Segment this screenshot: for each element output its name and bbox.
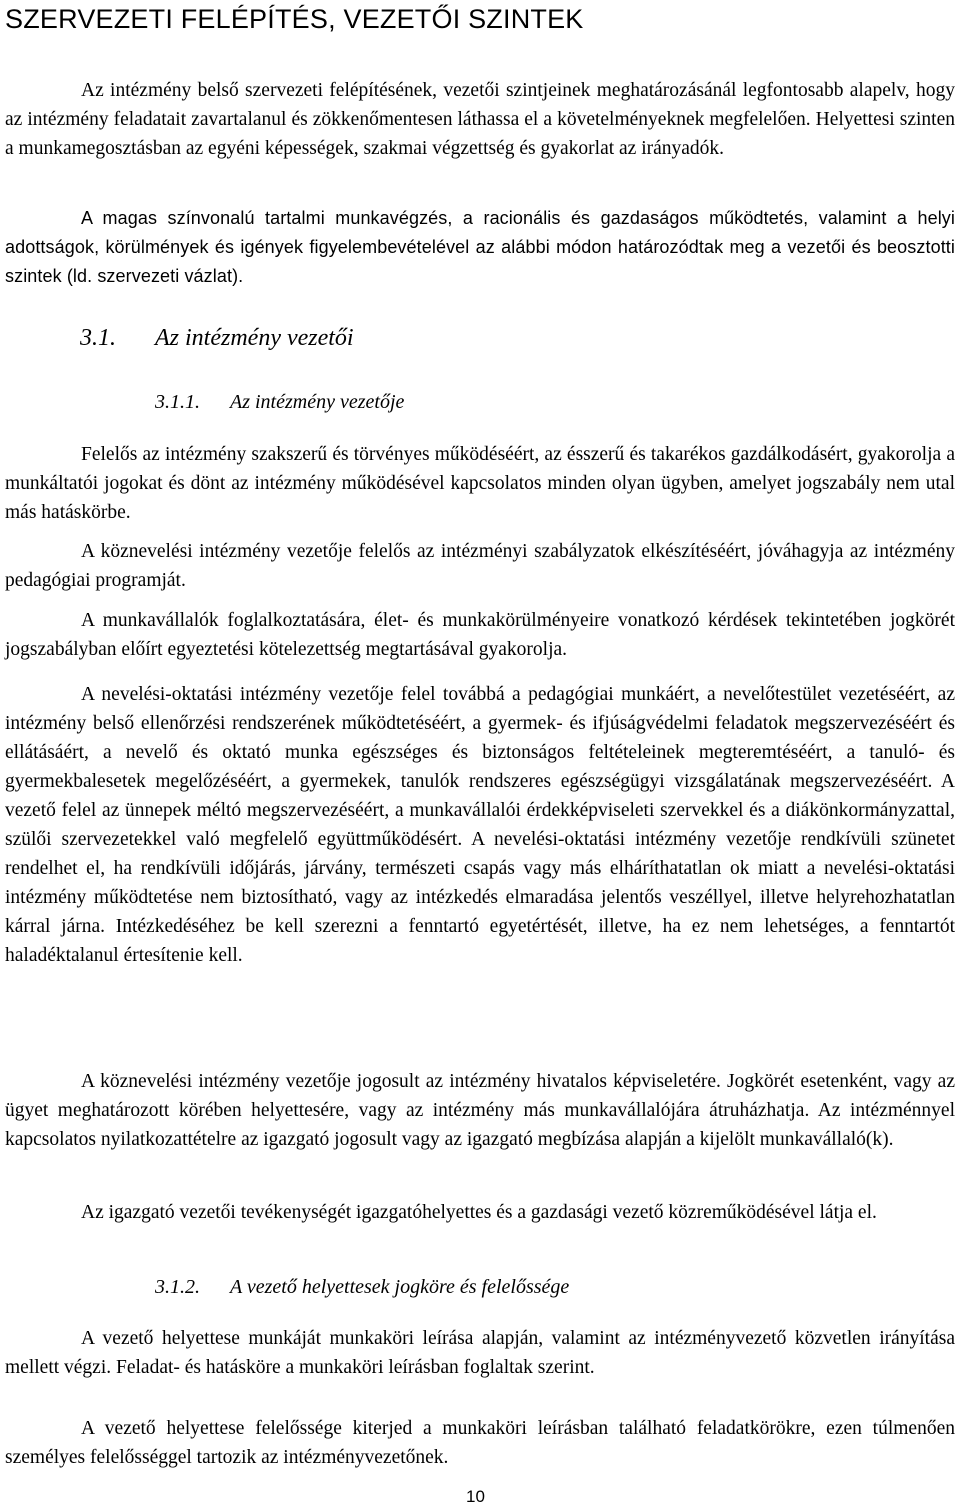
section-number: 3.1.	[80, 325, 116, 351]
body-paragraph: A köznevelési intézmény vezetője felelős az intézményi szabályzatok elkészítéséért, jóváhagyja az intézmény pedagógiai programját.	[5, 541, 955, 591]
subsection-title: Az intézmény vezetője	[230, 391, 405, 413]
body-paragraph: A munkavállalók foglalkoztatására, élet- és munkakörülményeire vonatkozó kérdések tekintetében jogkörét jogszabályban előírt egyeztetési kötelezettség megtartásával gyakorolja.	[5, 610, 955, 660]
subsection-title: A vezető helyettesek jogköre és felelőssége	[230, 1276, 570, 1298]
intro-paragraph-1: Az intézmény belső szervezeti felépítésének, vezetői szintjeinek meghatározásánál legfontosabb alapelv, hogy az intézmény feladatait zavartalanul és zökkenőmentesen láthassa el a követelményeknek megfelelően. Helyettesi szinten a munkamegosztásban az egyéni képességek, szakmai végzettség és gyakorlat az irányadók.	[5, 80, 955, 159]
body-paragraph: Az igazgató vezetői tevékenységét igazgatóhelyettes és a gazdasági vezető közreműködésével látja el.	[81, 1202, 877, 1223]
section-heading-3-1	[80, 325, 354, 352]
body-paragraph: A vezető helyettese munkáját munkaköri leírása alapján, valamint az intézményvezető közvetlen irányítása mellett végzi. Feladat- és hatásköre a munkaköri leírásban foglaltak szerint.	[5, 1328, 955, 1378]
section-title: Az intézmény vezetői	[155, 325, 354, 351]
body-paragraph: A vezető helyettese felelőssége kiterjed a munkaköri leírásban található feladatkörökre, ezen túlmenően személyes felelősséggel tartozik az intézményvezetőnek.	[5, 1418, 955, 1468]
body-paragraph: A köznevelési intézmény vezetője jogosult az intézmény hivatalos képviseletére. Jogkörét esetenként, vagy az ügyet meghatározott körében helyettesére, vagy az intézmény más munkavállalójára átruházhatja. Az intézménnyel kapcsolatos nyilatkozattételre az igazgató jogosult vagy az igazgató megbízása alapján a kijelölt munkavállaló(k).	[5, 1071, 955, 1150]
page-title: SZERVEZETI FELÉPÍTÉS, VEZETŐI SZINTEK	[5, 4, 584, 34]
subsection-heading-3-1-1	[155, 391, 404, 414]
body-paragraph: A nevelési-oktatási intézmény vezetője felel továbbá a pedagógiai munkáért, a nevelőtestület vezetéséért, az intézmény belső ellenőrzési rendszerének működtetéséért, a gyermek- és ifjúságvédelmi feladatok megszervezéséért és ellátásáért, a nevelő és oktató munka egészséges és biztonságos feltételeinek megteremtéséért, a tanuló- és gyermekbalesetek megelőzéséért, a gyermekek, tanulók rendszeres egészségügyi vizsgálatának megszervezéséért. A vezető felel az ünnepek méltó megszervezéséért, a munkavállalói érdekképviseleti szervekkel és a diákönkormányzattal, szülői szervezetekkel való megfelelő együttműködésért. A nevelési-oktatási intézmény vezetője rendkívüli szünetet rendelhet el, ha rendkívüli időjárás, járvány, természeti csapás vagy más elháríthatatlan ok miatt a nevelési-oktatási intézmény működtetése nem biztosítható, vagy az intézkedés elmaradása jelentős veszéllyel, illetve helyrehozhatatlan kárral járna. Intézkedéséhez be kell szerezni a fenntartó egyetértését, illetve, ha ez nem lehetséges, a fenntartót haladéktalanul értesítenie kell.	[5, 684, 955, 966]
subsection-number: 3.1.1.	[155, 391, 200, 413]
subsection-heading-3-1-2	[155, 1276, 569, 1299]
page-number: 10	[466, 1487, 485, 1506]
body-paragraph: Felelős az intézmény szakszerű és törvényes működéséért, az ésszerű és takarékos gazdálkodásért, gyakorolja a munkáltatói jogokat és dönt az intézmény működésével kapcsolatos minden olyan ügyben, amelyet jogszabály nem utal más hatáskörbe.	[5, 444, 955, 523]
subsection-number: 3.1.2.	[155, 1276, 200, 1298]
intro-paragraph-2: A magas színvonalú tartalmi munkavégzés, a racionális és gazdaságos működtetés, valamint a helyi adottságok, körülmények és igények figyelembevételével az alábbi módon határozódtak meg a vezetői és beosztotti szintek (ld. szervezeti vázlat).	[5, 208, 955, 286]
